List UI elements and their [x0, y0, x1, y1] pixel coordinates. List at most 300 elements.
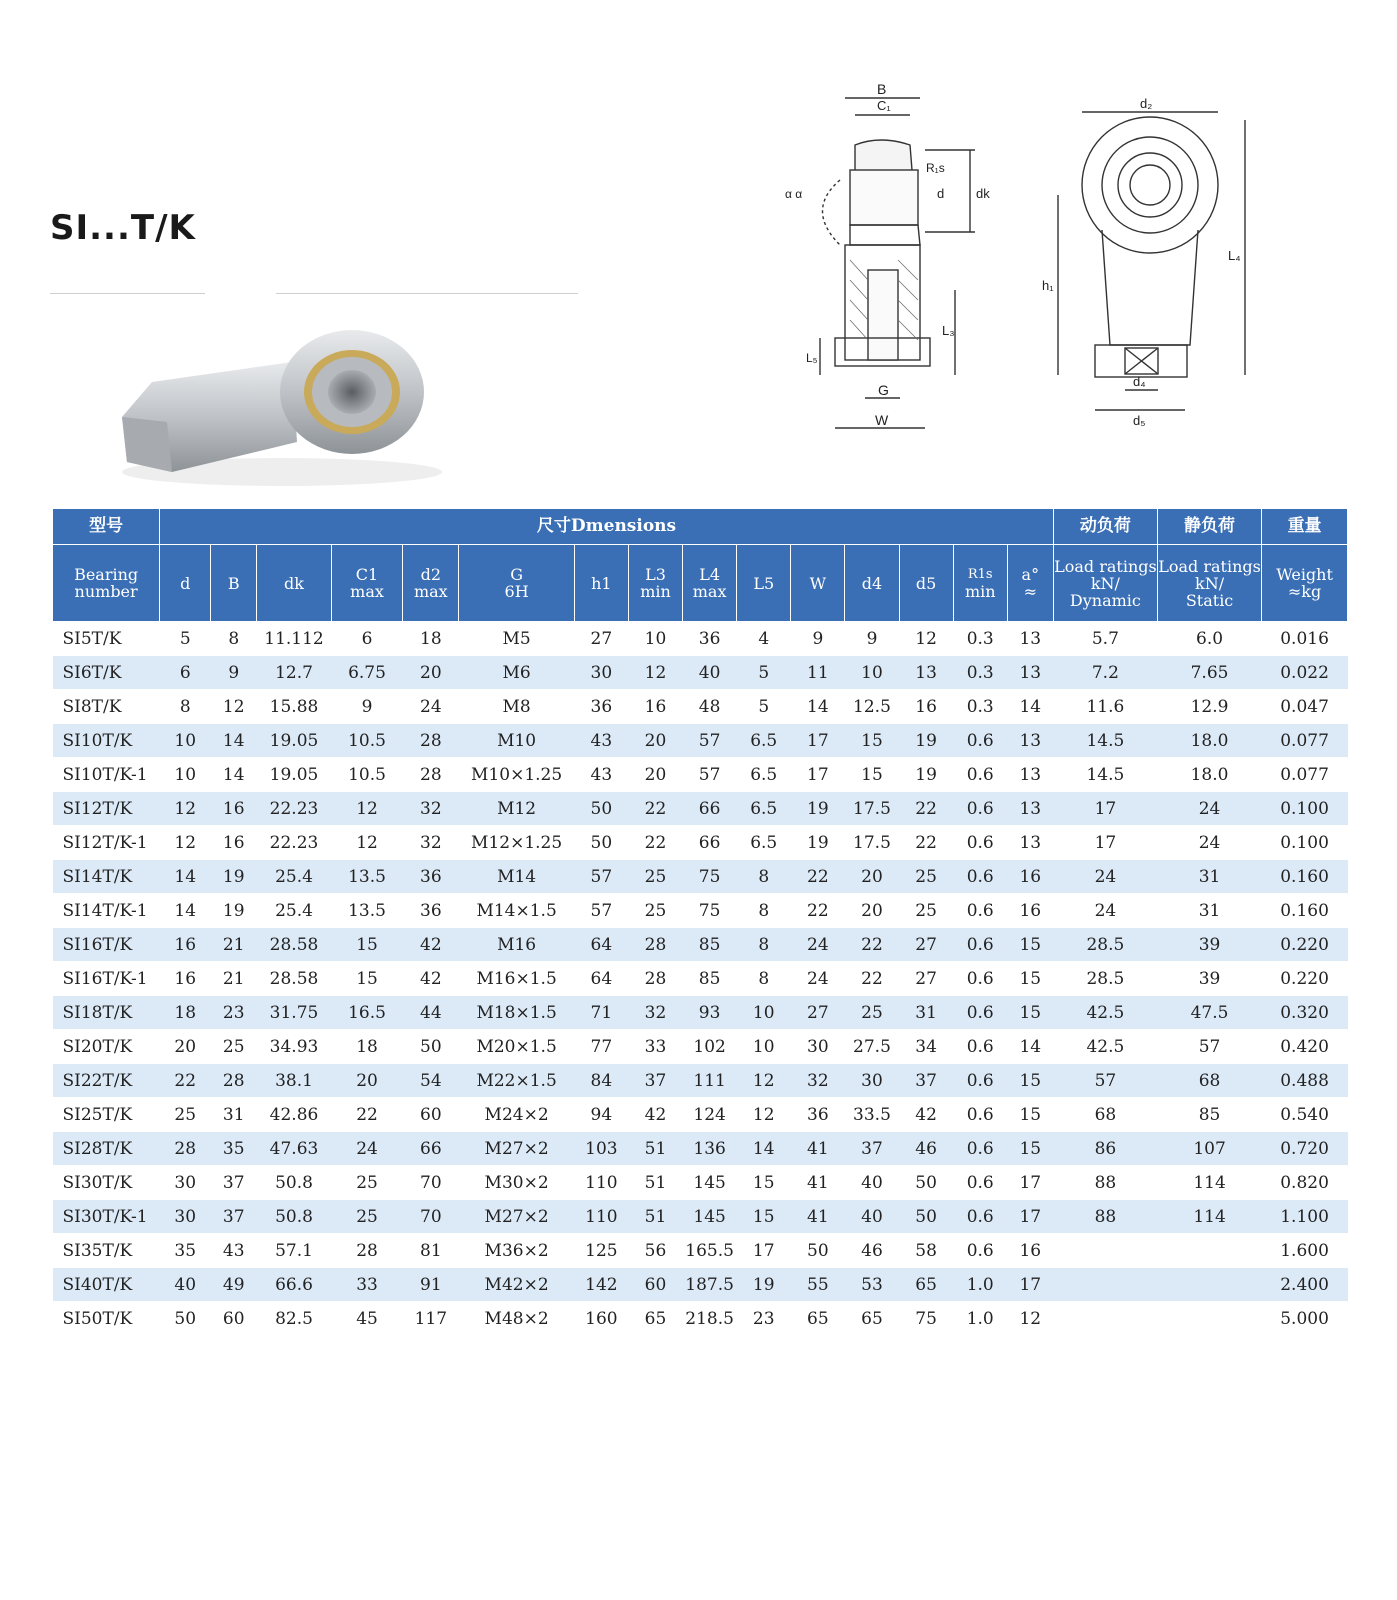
- table-cell: 19: [791, 826, 845, 860]
- table-row: [53, 996, 1348, 1030]
- table-cell: 32: [628, 996, 682, 1030]
- table-cell: 10: [845, 656, 899, 690]
- table-cell: M24×2: [459, 1098, 574, 1132]
- table-cell: 9: [791, 622, 845, 656]
- table-cell: 57: [1053, 1064, 1157, 1098]
- table-cell: 19: [737, 1268, 791, 1302]
- table-cell: 13.5: [331, 860, 402, 894]
- bearing-number-cell: SI16T/K: [53, 928, 160, 962]
- table-cell: 15: [1007, 996, 1053, 1030]
- table-cell: 33: [331, 1268, 402, 1302]
- table-cell: 7.65: [1157, 656, 1261, 690]
- dim-B: B: [877, 81, 887, 97]
- table-cell: 22: [791, 860, 845, 894]
- table-cell: 16.5: [331, 996, 402, 1030]
- bearing-number-cell: SI12T/K: [53, 792, 160, 826]
- table-cell: 0.160: [1262, 894, 1348, 928]
- table-cell: 6.5: [737, 758, 791, 792]
- table-cell: 17: [1053, 792, 1157, 826]
- table-cell: 0.6: [953, 1166, 1007, 1200]
- table-cell: 24: [1053, 894, 1157, 928]
- table-cell: 16: [628, 690, 682, 724]
- table-cell: M16×1.5: [459, 962, 574, 996]
- column-header: d2 max: [403, 545, 459, 622]
- table-cell: 9: [211, 656, 257, 690]
- table-cell: 27: [791, 996, 845, 1030]
- table-cell: [1053, 1234, 1157, 1268]
- table-cell: 16: [160, 928, 211, 962]
- table-cell: 53: [845, 1268, 899, 1302]
- table-cell: 0.6: [953, 860, 1007, 894]
- table-row: [53, 724, 1348, 758]
- table-cell: 14: [1007, 690, 1053, 724]
- dim-d5: d₅: [1133, 413, 1146, 428]
- table-cell: 0.220: [1262, 962, 1348, 996]
- bearing-number-cell: SI25T/K: [53, 1098, 160, 1132]
- table-cell: 28: [628, 928, 682, 962]
- table-cell: 0.3: [953, 690, 1007, 724]
- table-cell: 18: [160, 996, 211, 1030]
- table-cell: 12.5: [845, 690, 899, 724]
- table-cell: 27: [899, 962, 953, 996]
- table-cell: 12: [211, 690, 257, 724]
- table-cell: 13: [899, 656, 953, 690]
- table-cell: 165.5: [683, 1234, 737, 1268]
- table-cell: 8: [160, 690, 211, 724]
- bearing-number-cell: SI22T/K: [53, 1064, 160, 1098]
- table-cell: 17: [791, 758, 845, 792]
- table-cell: 1.0: [953, 1268, 1007, 1302]
- table-cell: 13: [1007, 826, 1053, 860]
- table-cell: M10×1.25: [459, 758, 574, 792]
- bearing-number-cell: SI10T/K: [53, 724, 160, 758]
- table-cell: 42.5: [1053, 1030, 1157, 1064]
- table-row: [53, 1234, 1348, 1268]
- table-cell: 0.6: [953, 894, 1007, 928]
- table-cell: 24: [791, 962, 845, 996]
- table-cell: 20: [845, 860, 899, 894]
- table-cell: 66: [683, 826, 737, 860]
- table-cell: 15: [1007, 1098, 1053, 1132]
- table-cell: 33: [628, 1030, 682, 1064]
- table-cell: M10: [459, 724, 574, 758]
- table-cell: 57: [683, 758, 737, 792]
- table-cell: 10: [160, 758, 211, 792]
- table-cell: 42: [628, 1098, 682, 1132]
- table-cell: 27: [574, 622, 628, 656]
- table-cell: 20: [628, 724, 682, 758]
- bearing-number-cell: SI50T/K: [53, 1302, 160, 1336]
- table-cell: 17: [1007, 1166, 1053, 1200]
- table-cell: 15: [1007, 928, 1053, 962]
- rod-end-photo: [112, 322, 452, 492]
- table-cell: 46: [845, 1234, 899, 1268]
- table-cell: 66.6: [257, 1268, 332, 1302]
- table-cell: 16: [899, 690, 953, 724]
- table-cell: 0.3: [953, 622, 1007, 656]
- table-cell: 0.077: [1262, 724, 1348, 758]
- table-cell: 22.23: [257, 826, 332, 860]
- table-cell: 81: [403, 1234, 459, 1268]
- table-cell: 28: [403, 724, 459, 758]
- table-cell: 41: [791, 1132, 845, 1166]
- table-cell: 43: [574, 724, 628, 758]
- table-cell: 21: [211, 962, 257, 996]
- table-cell: 85: [1157, 1098, 1261, 1132]
- table-cell: 28: [403, 758, 459, 792]
- table-cell: 18: [403, 622, 459, 656]
- table-cell: 4: [737, 622, 791, 656]
- table-cell: 75: [899, 1302, 953, 1336]
- table-row: [53, 1302, 1348, 1336]
- table-cell: 22: [899, 792, 953, 826]
- dim-d2: d₂: [1140, 96, 1153, 111]
- table-row: [53, 758, 1348, 792]
- table-cell: 70: [403, 1166, 459, 1200]
- table-cell: 42: [403, 928, 459, 962]
- table-cell: 12: [628, 656, 682, 690]
- table-cell: 16: [1007, 860, 1053, 894]
- table-cell: 23: [211, 996, 257, 1030]
- table-cell: 27.5: [845, 1030, 899, 1064]
- table-cell: 0.220: [1262, 928, 1348, 962]
- dim-d4: d₄: [1133, 374, 1146, 389]
- table-cell: 50.8: [257, 1166, 332, 1200]
- product-title: SI...T/K: [50, 208, 196, 248]
- table-cell: 57.1: [257, 1234, 332, 1268]
- table-cell: 30: [791, 1030, 845, 1064]
- table-cell: 9: [331, 690, 402, 724]
- table-cell: 10: [737, 1030, 791, 1064]
- table-cell: 24: [403, 690, 459, 724]
- table-cell: 31: [899, 996, 953, 1030]
- table-cell: M12×1.25: [459, 826, 574, 860]
- table-cell: 65: [899, 1268, 953, 1302]
- column-header: W: [791, 545, 845, 622]
- bearing-number-cell: SI30T/K: [53, 1166, 160, 1200]
- table-cell: 14: [737, 1132, 791, 1166]
- table-cell: 0.6: [953, 792, 1007, 826]
- table-cell: 25: [331, 1166, 402, 1200]
- table-cell: 37: [211, 1200, 257, 1234]
- table-row: [53, 860, 1348, 894]
- table-cell: 36: [574, 690, 628, 724]
- table-cell: 51: [628, 1132, 682, 1166]
- table-cell: 17: [791, 724, 845, 758]
- table-cell: 5: [737, 656, 791, 690]
- table-cell: 7.2: [1053, 656, 1157, 690]
- table-cell: M16: [459, 928, 574, 962]
- table-cell: 0.6: [953, 962, 1007, 996]
- bearing-number-cell: SI16T/K-1: [53, 962, 160, 996]
- table-cell: 15: [845, 724, 899, 758]
- table-cell: 0.6: [953, 758, 1007, 792]
- column-header: d5: [899, 545, 953, 622]
- table-cell: 0.6: [953, 996, 1007, 1030]
- table-cell: 25: [628, 860, 682, 894]
- table-cell: 19: [899, 724, 953, 758]
- table-row: [53, 1166, 1348, 1200]
- dim-h1: h₁: [1042, 278, 1054, 293]
- table-cell: 5: [160, 622, 211, 656]
- table-row: [53, 1268, 1348, 1302]
- table-cell: 15: [1007, 1132, 1053, 1166]
- table-cell: 36: [403, 894, 459, 928]
- table-cell: 19: [791, 792, 845, 826]
- table-cell: 145: [683, 1200, 737, 1234]
- table-cell: 17: [1007, 1200, 1053, 1234]
- table-cell: 50: [899, 1166, 953, 1200]
- table-cell: 28.58: [257, 928, 332, 962]
- table-cell: 13: [1007, 724, 1053, 758]
- bearing-number-cell: SI28T/K: [53, 1132, 160, 1166]
- bearing-number-cell: SI10T/K-1: [53, 758, 160, 792]
- table-cell: 12.7: [257, 656, 332, 690]
- table-cell: 8: [737, 928, 791, 962]
- bearing-number-cell: SI35T/K: [53, 1234, 160, 1268]
- table-cell: 20: [403, 656, 459, 690]
- table-cell: 91: [403, 1268, 459, 1302]
- table-cell: 93: [683, 996, 737, 1030]
- table-cell: 49: [211, 1268, 257, 1302]
- table-cell: 57: [1157, 1030, 1261, 1064]
- table-cell: 22: [628, 826, 682, 860]
- table-cell: 47.63: [257, 1132, 332, 1166]
- column-header: Weight ≈kg: [1262, 545, 1348, 622]
- table-cell: 51: [628, 1166, 682, 1200]
- table-cell: 6.5: [737, 724, 791, 758]
- table-cell: 8: [211, 622, 257, 656]
- table-cell: 15: [737, 1200, 791, 1234]
- column-header: L5: [737, 545, 791, 622]
- table-cell: 25: [899, 894, 953, 928]
- table-cell: 31: [1157, 894, 1261, 928]
- table-row: [53, 894, 1348, 928]
- column-header: Load ratings kN/ Static: [1157, 545, 1261, 622]
- table-cell: 17.5: [845, 792, 899, 826]
- table-cell: 16: [211, 826, 257, 860]
- table-cell: 37: [899, 1064, 953, 1098]
- table-cell: 64: [574, 928, 628, 962]
- table-cell: 107: [1157, 1132, 1261, 1166]
- table-cell: 14: [211, 758, 257, 792]
- table-row: [53, 1200, 1348, 1234]
- dim-L3: L₃: [942, 323, 955, 338]
- table-cell: 50: [791, 1234, 845, 1268]
- table-cell: 14: [791, 690, 845, 724]
- table-cell: M20×1.5: [459, 1030, 574, 1064]
- bearing-number-cell: SI30T/K-1: [53, 1200, 160, 1234]
- table-cell: 22: [331, 1098, 402, 1132]
- table-cell: 86: [1053, 1132, 1157, 1166]
- table-cell: 0.6: [953, 928, 1007, 962]
- table-cell: 2.400: [1262, 1268, 1348, 1302]
- table-cell: 42: [403, 962, 459, 996]
- table-cell: 16: [211, 792, 257, 826]
- table-cell: 60: [211, 1302, 257, 1336]
- table-cell: 39: [1157, 962, 1261, 996]
- table-cell: [1157, 1234, 1261, 1268]
- table-cell: 8: [737, 860, 791, 894]
- table-cell: 11.6: [1053, 690, 1157, 724]
- table-cell: 39: [1157, 928, 1261, 962]
- table-cell: 0.6: [953, 1234, 1007, 1268]
- table-cell: 0.320: [1262, 996, 1348, 1030]
- table-cell: 111: [683, 1064, 737, 1098]
- table-row: [53, 962, 1348, 996]
- table-cell: 32: [403, 826, 459, 860]
- dim-C1: C₁: [877, 98, 891, 113]
- table-cell: 36: [683, 622, 737, 656]
- bearing-number-cell: SI8T/K: [53, 690, 160, 724]
- table-cell: 15: [1007, 962, 1053, 996]
- table-cell: 1.0: [953, 1302, 1007, 1336]
- table-cell: [1053, 1302, 1157, 1336]
- table-cell: 136: [683, 1132, 737, 1166]
- table-cell: 22: [899, 826, 953, 860]
- table-cell: 14: [160, 894, 211, 928]
- table-cell: 6.5: [737, 826, 791, 860]
- column-header: d: [160, 545, 211, 622]
- table-cell: 65: [845, 1302, 899, 1336]
- table-cell: M14: [459, 860, 574, 894]
- table-cell: [1053, 1268, 1157, 1302]
- table-cell: 12: [160, 826, 211, 860]
- table-cell: 28.5: [1053, 928, 1157, 962]
- table-cell: 0.6: [953, 1098, 1007, 1132]
- table-cell: 0.488: [1262, 1064, 1348, 1098]
- table-cell: 77: [574, 1030, 628, 1064]
- table-cell: 25: [845, 996, 899, 1030]
- technical-drawing: [780, 80, 1320, 450]
- table-cell: 25: [899, 860, 953, 894]
- table-cell: 28: [628, 962, 682, 996]
- table-cell: 17: [1007, 1268, 1053, 1302]
- table-cell: 20: [331, 1064, 402, 1098]
- table-cell: 14: [160, 860, 211, 894]
- table-cell: 36: [791, 1098, 845, 1132]
- table-cell: 22.23: [257, 792, 332, 826]
- table-cell: 6.0: [1157, 622, 1261, 656]
- table-cell: 0.016: [1262, 622, 1348, 656]
- header-weight: 重量: [1262, 509, 1348, 545]
- table-cell: 19.05: [257, 724, 332, 758]
- table-cell: 125: [574, 1234, 628, 1268]
- table-cell: 30: [160, 1200, 211, 1234]
- table-cell: 32: [791, 1064, 845, 1098]
- table-cell: 10: [628, 622, 682, 656]
- table-cell: 14: [1007, 1030, 1053, 1064]
- table-cell: 12: [899, 622, 953, 656]
- table-cell: 0.720: [1262, 1132, 1348, 1166]
- table-cell: 25: [211, 1030, 257, 1064]
- column-header: L3 min: [628, 545, 682, 622]
- table-cell: 0.100: [1262, 826, 1348, 860]
- table-cell: 17.5: [845, 826, 899, 860]
- table-cell: 66: [683, 792, 737, 826]
- table-cell: 41: [791, 1200, 845, 1234]
- table-cell: 65: [628, 1302, 682, 1336]
- table-cell: 15.88: [257, 690, 332, 724]
- table-cell: 54: [403, 1064, 459, 1098]
- table-cell: 0.077: [1262, 758, 1348, 792]
- table-cell: 16: [160, 962, 211, 996]
- table-row: [53, 1132, 1348, 1166]
- table-cell: 114: [1157, 1166, 1261, 1200]
- table-cell: 70: [403, 1200, 459, 1234]
- table-cell: 12: [1007, 1302, 1053, 1336]
- table-cell: 22: [791, 894, 845, 928]
- table-cell: 50: [574, 792, 628, 826]
- table-cell: 0.6: [953, 1030, 1007, 1064]
- table-cell: [1157, 1268, 1261, 1302]
- table-cell: 19: [211, 894, 257, 928]
- table-cell: 46: [899, 1132, 953, 1166]
- table-cell: 40: [160, 1268, 211, 1302]
- table-cell: 85: [683, 928, 737, 962]
- table-cell: M12: [459, 792, 574, 826]
- table-cell: 15: [331, 962, 402, 996]
- table-cell: 50: [160, 1302, 211, 1336]
- table-cell: 22: [628, 792, 682, 826]
- table-cell: 12: [331, 792, 402, 826]
- table-cell: 16: [1007, 1234, 1053, 1268]
- table-cell: 28.58: [257, 962, 332, 996]
- table-cell: 50.8: [257, 1200, 332, 1234]
- table-cell: 18: [331, 1030, 402, 1064]
- table-cell: 0.420: [1262, 1030, 1348, 1064]
- dim-d: d: [937, 186, 945, 201]
- table-cell: 5.000: [1262, 1302, 1348, 1336]
- table-row: [53, 1064, 1348, 1098]
- table-cell: 218.5: [683, 1302, 737, 1336]
- specification-table: [52, 508, 1348, 1336]
- table-cell: 11: [791, 656, 845, 690]
- table-cell: 110: [574, 1166, 628, 1200]
- table-cell: 27: [899, 928, 953, 962]
- table-cell: M5: [459, 622, 574, 656]
- table-cell: 15: [331, 928, 402, 962]
- column-header: R1s min: [953, 545, 1007, 622]
- table-row: [53, 1098, 1348, 1132]
- table-cell: 50: [403, 1030, 459, 1064]
- table-cell: 34: [899, 1030, 953, 1064]
- dim-L4: L₄: [1228, 248, 1241, 263]
- table-cell: 33.5: [845, 1098, 899, 1132]
- bearing-number-cell: SI5T/K: [53, 622, 160, 656]
- table-row: [53, 792, 1348, 826]
- table-cell: 57: [683, 724, 737, 758]
- table-cell: 68: [1157, 1064, 1261, 1098]
- table-cell: 65: [791, 1302, 845, 1336]
- table-cell: 21: [211, 928, 257, 962]
- table-cell: 42: [899, 1098, 953, 1132]
- table-cell: 6: [160, 656, 211, 690]
- column-header: B: [211, 545, 257, 622]
- table-cell: 110: [574, 1200, 628, 1234]
- bearing-number-cell: SI14T/K-1: [53, 894, 160, 928]
- table-cell: 84: [574, 1064, 628, 1098]
- table-cell: 56: [628, 1234, 682, 1268]
- table-cell: 0.047: [1262, 690, 1348, 724]
- table-cell: 35: [160, 1234, 211, 1268]
- bearing-number-cell: SI18T/K: [53, 996, 160, 1030]
- table-cell: 64: [574, 962, 628, 996]
- table-cell: 12: [331, 826, 402, 860]
- table-cell: 22: [845, 928, 899, 962]
- table-row: [53, 622, 1348, 656]
- table-cell: 1.600: [1262, 1234, 1348, 1268]
